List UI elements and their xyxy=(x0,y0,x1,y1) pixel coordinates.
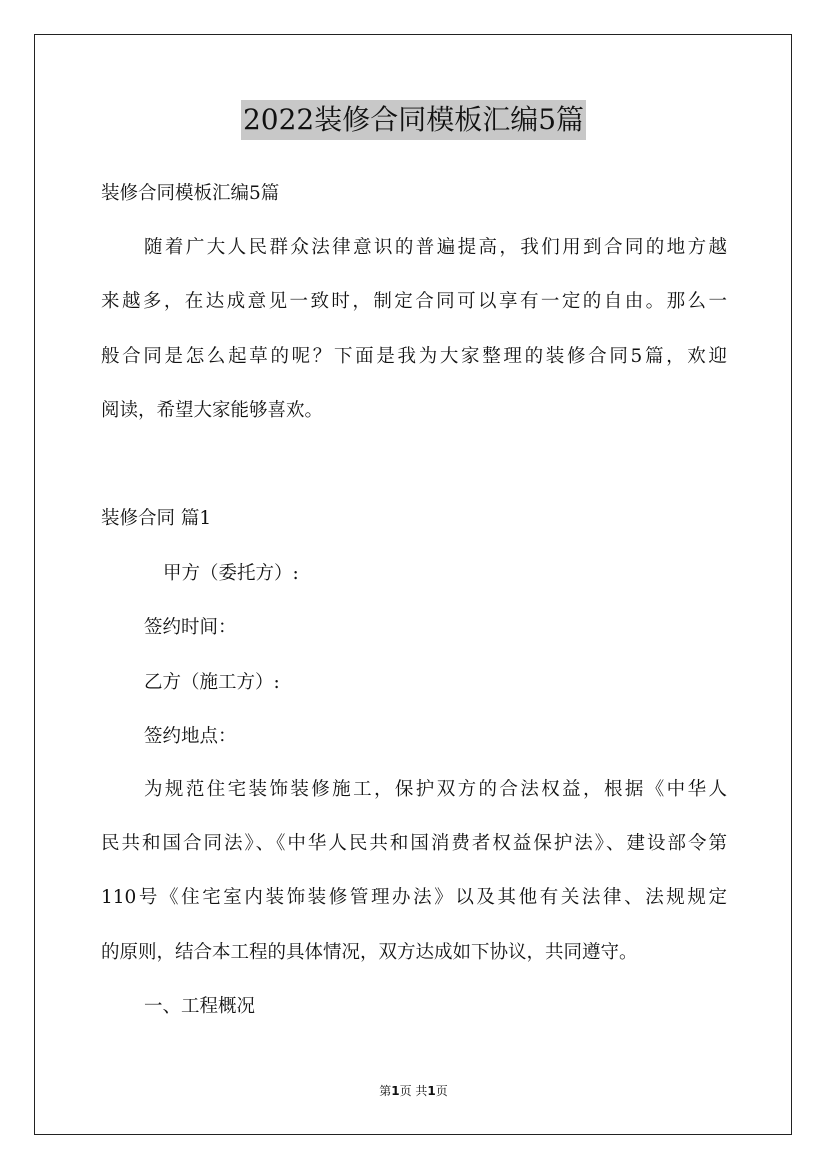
sign-time-label: 签约时间： xyxy=(144,617,237,638)
footer-page-current: 1 xyxy=(391,1084,400,1098)
page-footer xyxy=(0,1083,827,1099)
document-subtitle: 装修合同模板汇编5篇 xyxy=(101,183,280,204)
title-container xyxy=(0,100,827,140)
body-line-2: 民共和国合同法》、《中华人民共和国消费者权益保护法》、建设部令第 xyxy=(101,833,727,854)
document-title: 2022装修合同模板汇编5篇 xyxy=(241,100,586,140)
footer-prefix: 第 xyxy=(379,1084,392,1098)
intro-line-2: 来越多，在达成意见一致时，制定合同可以享有一定的自由。那么一 xyxy=(101,291,727,312)
footer-mid: 页 共 xyxy=(399,1084,428,1098)
party-b-label: 乙方（施工方）: xyxy=(144,672,280,693)
body-line-1: 为规范住宅装饰装修施工，保护双方的合法权益，根据《中华人 xyxy=(144,779,727,800)
intro-line-3: 般合同是怎么起草的呢？下面是我为大家整理的装修合同5篇，欢迎 xyxy=(101,346,727,367)
body-line-3: 110号《住宅室内装饰装修管理办法》以及其他有关法律、法规规定 xyxy=(101,887,727,908)
intro-line-4: 阅读，希望大家能够喜欢。 xyxy=(101,400,324,421)
footer-page-total: 1 xyxy=(427,1084,436,1098)
footer-suffix: 页 xyxy=(435,1084,448,1098)
party-a-label: 甲方（委托方）: xyxy=(163,563,299,584)
intro-line-1: 随着广大人民群众法律意识的普遍提高，我们用到合同的地方越 xyxy=(144,237,727,258)
section-heading: 装修合同 篇1 xyxy=(101,508,212,529)
sign-place-label: 签约地点： xyxy=(144,726,237,747)
clause-1-heading: 一、工程概况 xyxy=(144,996,256,1017)
body-line-4: 的原则，结合本工程的具体情况，双方达成如下协议，共同遵守。 xyxy=(101,942,638,963)
